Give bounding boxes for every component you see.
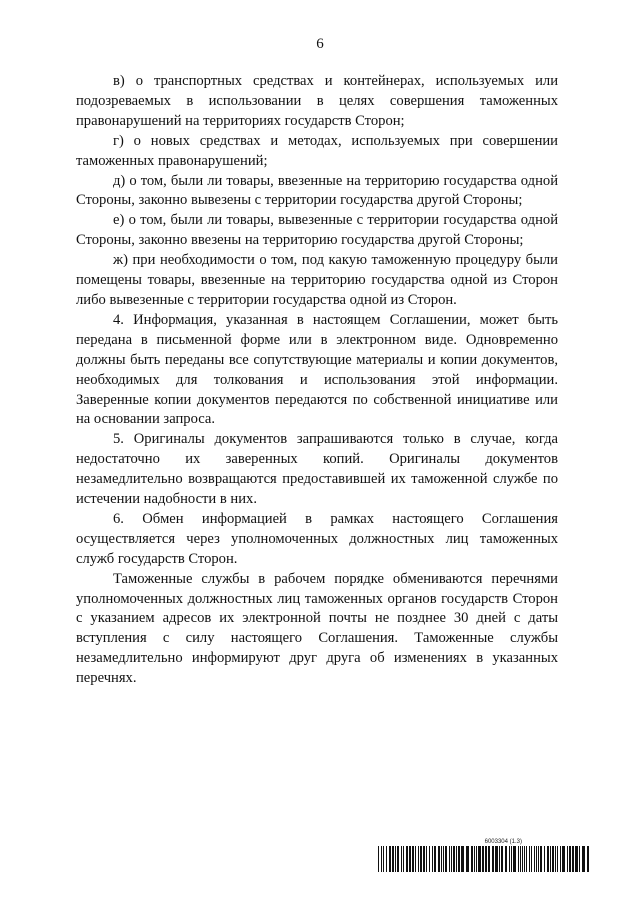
barcode-label: 6003304 (1.3): [484, 839, 522, 845]
paragraph-exchange-lists: Таможенные службы в рабочем порядке обмениваются перечнями уполномоченных должностных лиц таможенных органов государств Сторон с указанием адресов их электронной почты не позднее 30 дней с даты вступления с силу настоящего Соглашения. Таможенные службы незамедлительно информируют друг друга об изменениях в указанных перечнях.: [76, 570, 558, 687]
document-body: [76, 72, 558, 689]
paragraph-v: в) о транспортных средствах и контейнерах, используемых или подозреваемых в использовании в целях совершения таможенных правонарушений на территориях государств Сторон;: [76, 73, 558, 129]
paragraph-d: д) о том, были ли товары, ввезенные на территорию государства одной Стороны, законно вывезены с территории государства другой Стороны;: [76, 172, 558, 209]
barcode-icon: [378, 846, 592, 872]
paragraph-4: 4. Информация, указанная в настоящем Соглашении, может быть передана в письменной форме или в электронном виде. Одновременно должны быть переданы все сопутствующие материалы и копии документов, необходимых для толкования и использования этой информации. Заверенные копии документов передаются по собственной инициативе или на основании запроса.: [76, 311, 558, 428]
paragraph-6: 6. Обмен информацией в рамках настоящего Соглашения осуществляется через уполномоченных должностных лиц таможенных служб государств Сторон.: [76, 510, 558, 567]
barcode-block: [378, 838, 592, 872]
page-number: 6: [316, 36, 324, 52]
paragraph-g: г) о новых средствах и методах, используемых при совершении таможенных правонарушений;: [76, 132, 558, 169]
paragraph-5: 5. Оригиналы документов запрашиваются только в случае, когда недостаточно их заверенных копий. Оригиналы документов незамедлительно возвращаются предоставившей их таможенной службе по истечении надобности в них.: [76, 431, 558, 508]
paragraph-e: е) о том, были ли товары, вывезенные с территории государства одной Стороны, законно ввезены на территорию государства другой Стороны;: [76, 212, 558, 249]
paragraph-zh: ж) при необходимости о том, под какую таможенную процедуру были помещены товары, ввезенные на территорию государства одной из Сторон либо вывезенные с территории государства одной из Сторон.: [76, 252, 558, 308]
